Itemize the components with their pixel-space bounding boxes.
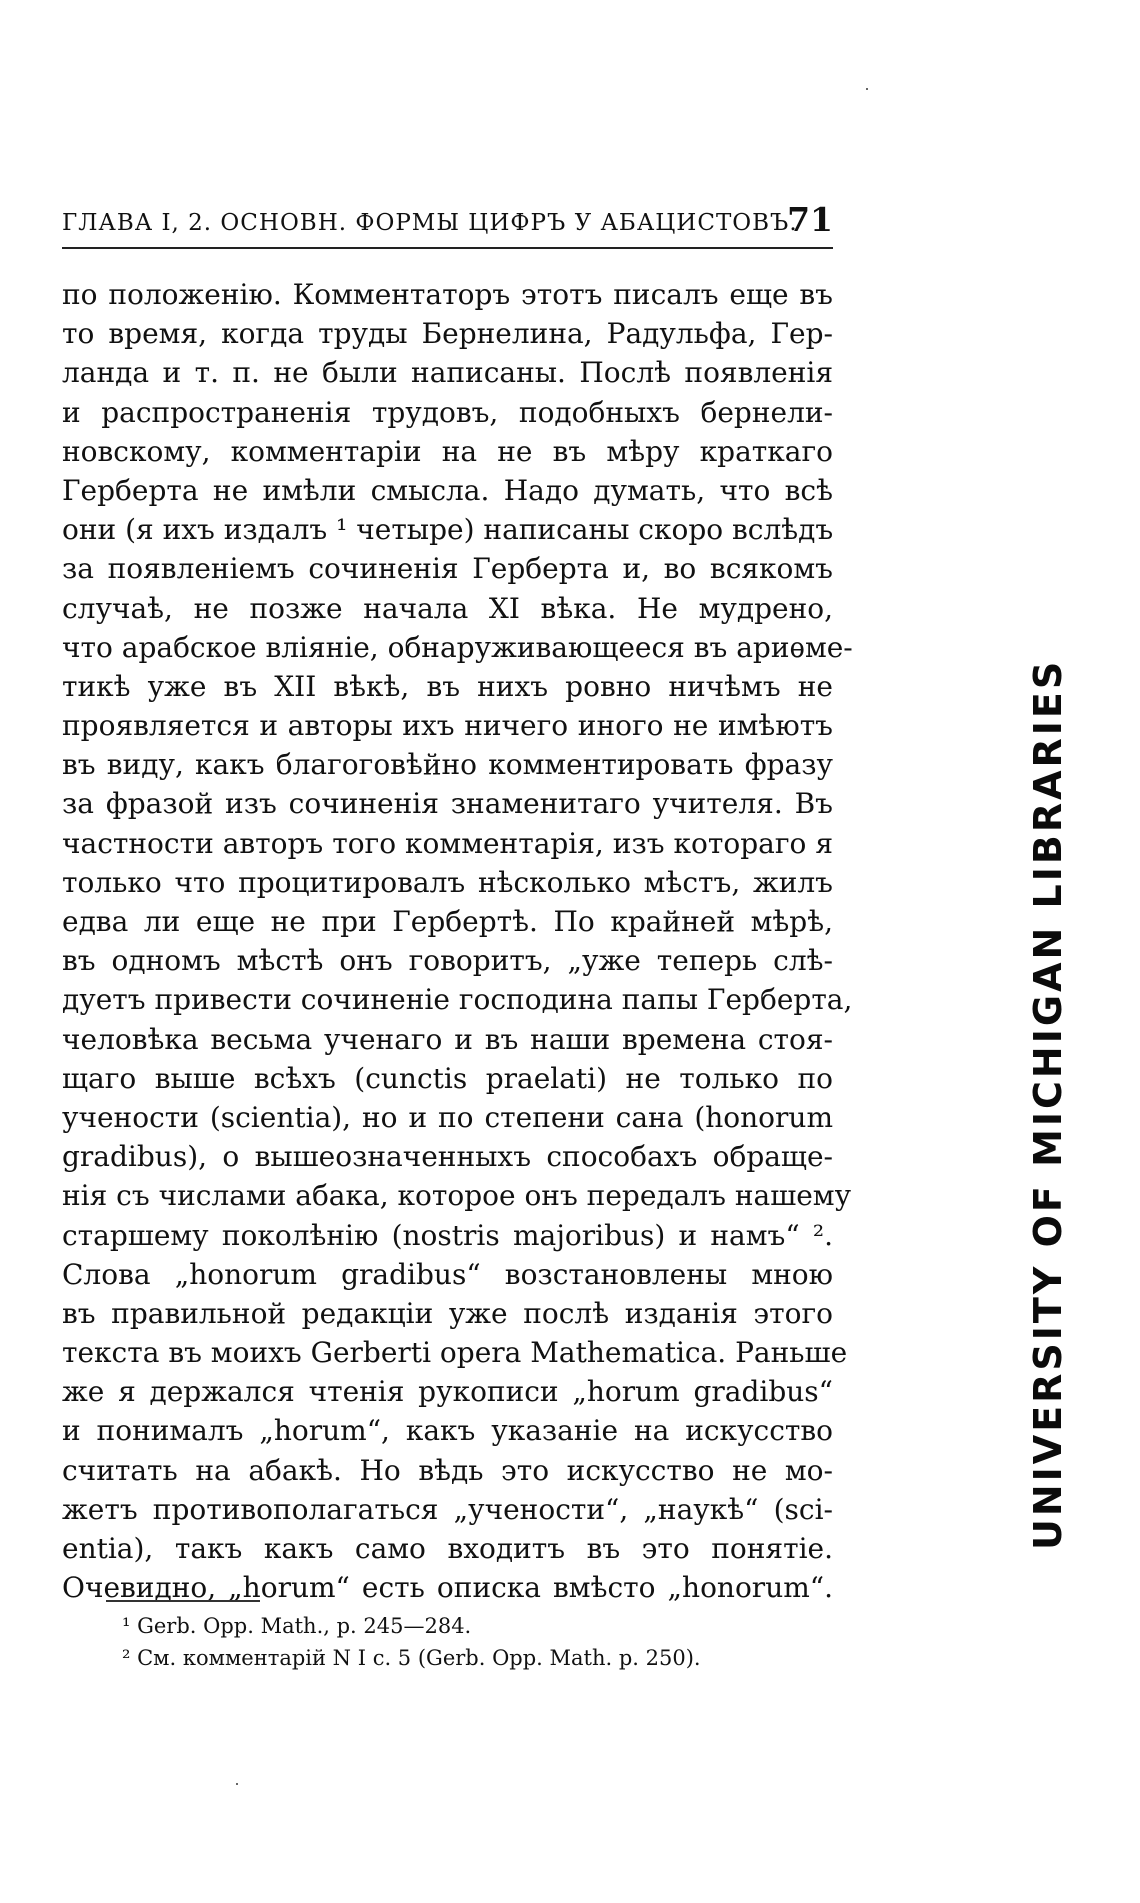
running-head: ГЛАВА I, 2. ОСНОВН. ФОРМЫ ЦИФРЪ У АБАЦИСТОВЪ. — [62, 210, 798, 236]
footnote-divider — [106, 1600, 260, 1602]
text-line: новскому, комментаріи на не въ мѣру краткаго — [62, 434, 833, 468]
text-line: едва ли еще не при Гербертѣ. По крайней мѣрѣ, — [62, 905, 833, 938]
text-line: щаго выше всѣхъ (cunctis praelati) не только по — [62, 1061, 833, 1095]
footnote: ² См. комментарій N I с. 5 (Gerb. Opp. Math. p. 250). — [122, 1646, 701, 1670]
text-line: текста въ моихъ Gerberti opera Mathematica. Раньше — [62, 1336, 848, 1370]
text-line: нія съ числами абака, которое онъ передалъ нашему — [62, 1179, 852, 1213]
text-line: жетъ противополагаться „учености“, „наукѣ“ (sci- — [62, 1492, 833, 1526]
text-line: за появленіемъ сочиненія Герберта и, во всякомъ — [62, 552, 833, 586]
footnote: ¹ Gerb. Opp. Math., p. 245—284. — [122, 1614, 472, 1638]
text-line: и распространенія трудовъ, подобныхъ бернели- — [62, 395, 833, 429]
text-line: считать на абакѣ. Но вѣдь это искусство не мо- — [62, 1453, 833, 1487]
text-line: за фразой изъ сочиненія знаменитаго учителя. Въ — [62, 787, 833, 821]
text-line: проявляется и авторы ихъ ничего иного не имѣютъ — [62, 709, 833, 743]
paper-speck — [236, 1783, 238, 1785]
footnotes — [122, 1610, 701, 1674]
text-line: Слова „honorum gradibus“ возстановлены мною — [62, 1257, 833, 1291]
text-line: по положенію. Комментаторъ этотъ писалъ еще въ — [62, 278, 833, 311]
text-line: только что процитировалъ нѣсколько мѣстъ, жилъ — [62, 865, 833, 899]
text-line: въ правильной редакціи уже послѣ изданія этого — [62, 1296, 833, 1330]
text-line: и понималъ „horum“, какъ указаніе на искусство — [62, 1414, 833, 1448]
text-line: дуетъ привести сочиненіе господина папы Герберта, — [62, 983, 853, 1017]
paper-speck — [866, 88, 868, 90]
page-number: 71 — [787, 200, 833, 239]
text-line: въ одномъ мѣстѣ онъ говоритъ, „уже теперь слѣ- — [62, 944, 833, 978]
text-line: же я держался чтенія рукописи „horum gradibus“ — [62, 1375, 833, 1409]
text-line: то время, когда труды Бернелина, Радульфа, Гер- — [62, 317, 833, 351]
text-line: gradibus), о вышеозначенныхъ способахъ обраще- — [62, 1140, 833, 1174]
text-line: ланда и т. п. не были написаны. Послѣ появленія — [62, 356, 833, 390]
text-line: въ виду, какъ благоговѣйно комментировать фразу — [62, 748, 833, 782]
text-line: что арабское вліяніе, обнаруживающееся въ ариѳме- — [62, 630, 853, 664]
text-line: случаѣ, не позже начала XI вѣка. Не мудрено, — [62, 591, 833, 625]
library-stamp: UNIVERSITY OF MICHIGAN LIBRARIES — [1026, 658, 1070, 1550]
text-line: они (я ихъ издалъ ¹ четыре) написаны скоро вслѣдъ — [62, 513, 834, 547]
body-text — [62, 275, 853, 1607]
text-line: учености (scientia), но и по степени сана (honorum — [62, 1100, 833, 1134]
text-line: Герберта не имѣли смысла. Надо думать, что всѣ — [62, 473, 833, 507]
text-line: Очевидно, „horum“ есть описка вмѣсто „honorum“. — [62, 1571, 833, 1605]
text-line: частности авторъ того комментарія, изъ котораго я — [62, 826, 833, 860]
text-line: старшему поколѣнію (nostris majoribus) и намъ“ ². — [62, 1218, 833, 1252]
page-header — [62, 200, 833, 249]
text-line: entia), такъ какъ само входитъ въ это понятіе. — [62, 1532, 833, 1565]
text-line: тикѣ уже въ XII вѣкѣ, въ нихъ ровно ничѣмъ не — [62, 669, 833, 703]
text-line: человѣка весьма ученаго и въ наши времена стоя- — [62, 1022, 833, 1056]
